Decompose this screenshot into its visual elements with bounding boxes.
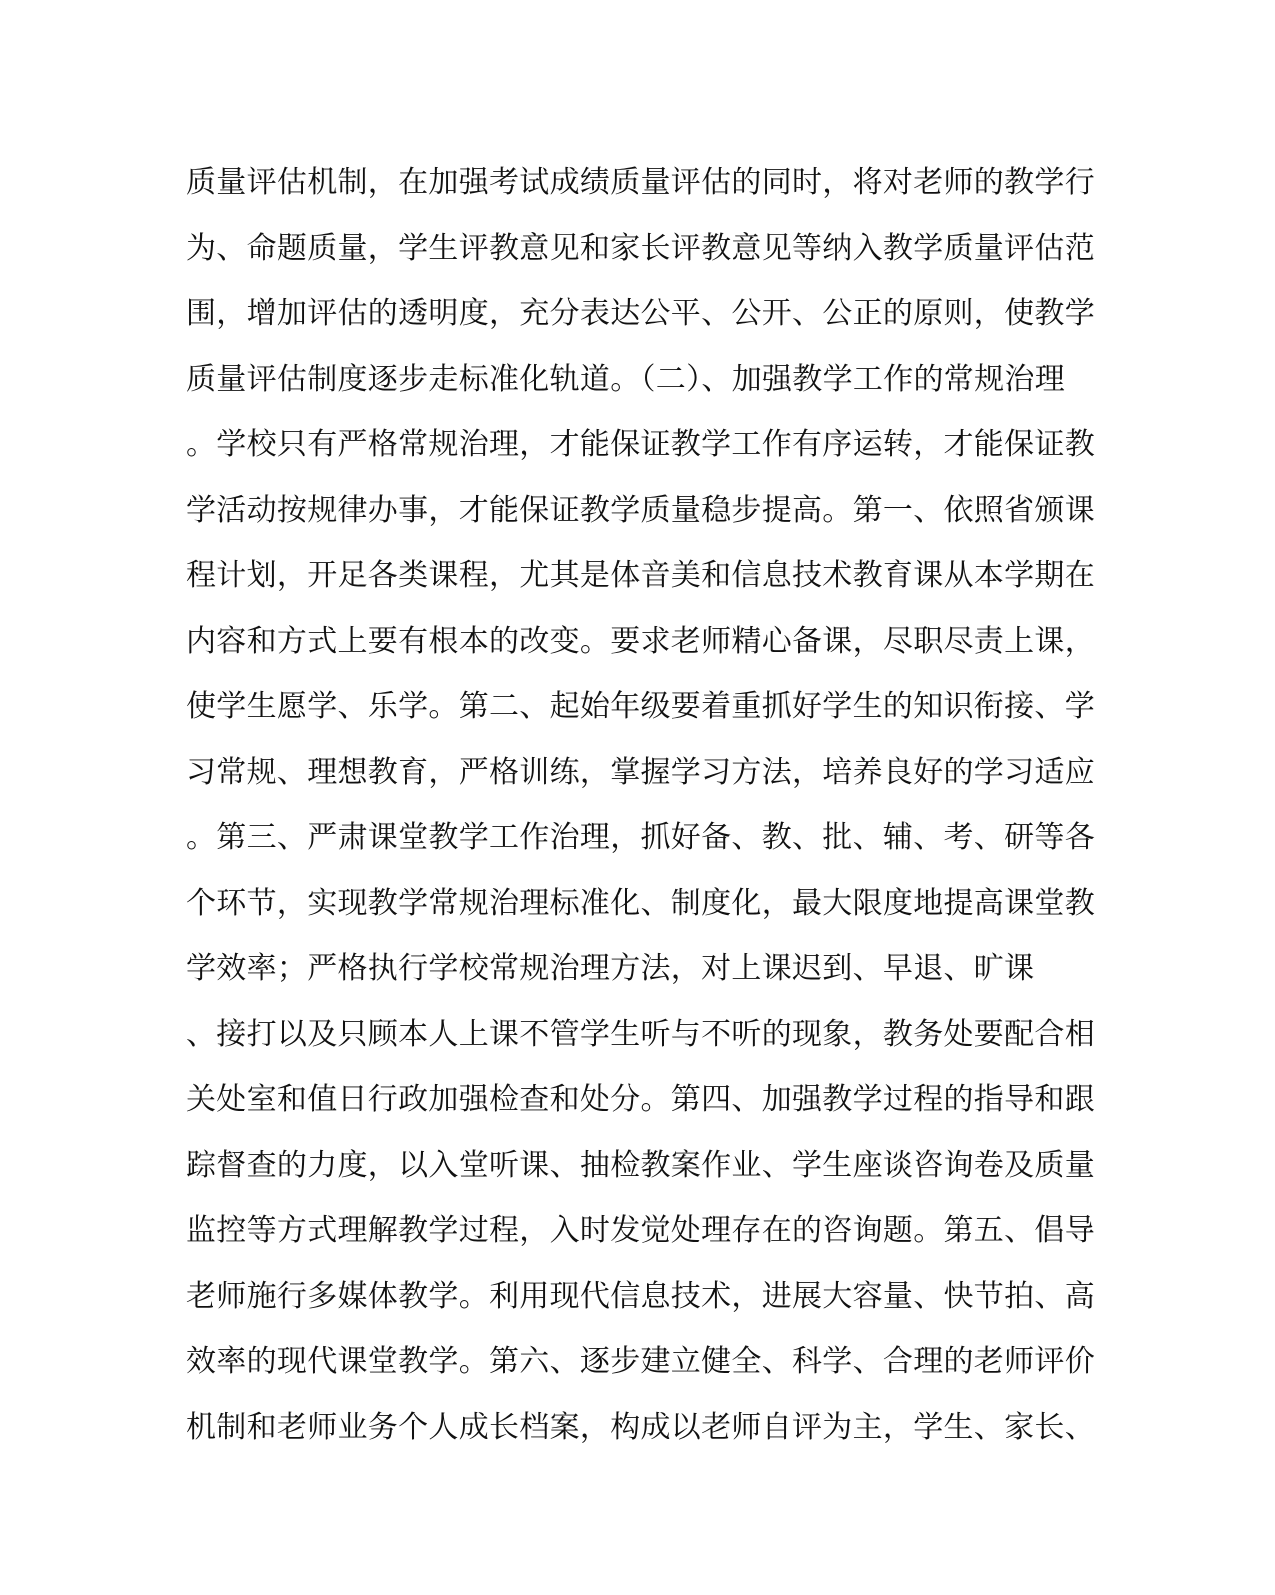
text-line: 学效率；严格执行学校常规治理方法，对上课迟到、早退、旷课 xyxy=(186,951,1035,986)
text-line: 质量评估制度逐步走标准化轨道。（二）、加强教学工作的常规治理 xyxy=(186,361,1065,397)
text-line: 监控等方式理解教学过程，入时发觉处理存在的咨询题。第五、倡导 xyxy=(186,1213,1095,1248)
text-line: 使学生愿学、乐学。第二、起始年级要着重抓好学生的知识衔接、学 xyxy=(186,689,1095,724)
text-line: 关处室和值日行政加强检查和处分。第四、加强教学过程的指导和跟 xyxy=(186,1082,1095,1117)
text-line: 围，增加评估的透明度，充分表达公平、公开、公正的原则，使教学 xyxy=(186,296,1095,331)
text-line: 个环节，实现教学常规治理标准化、制度化，最大限度地提高课堂教 xyxy=(186,885,1095,921)
text-line: 习常规、理想教育，严格训练，掌握学习方法，培养良好的学习适应 xyxy=(186,754,1095,790)
text-line: 效率的现代课堂教学。第六、逐步建立健全、科学、合理的老师评价 xyxy=(186,1344,1095,1379)
text-line: 质量评估机制，在加强考试成绩质量评估的同时，将对老师的教学行 xyxy=(186,165,1095,200)
text-line: 机制和老师业务个人成长档案，构成以老师自评为主，学生、家长、 xyxy=(186,1409,1095,1445)
text-line: 为、命题质量，学生评教意见和家长评教意见等纳入教学质量评估范 xyxy=(186,230,1095,266)
text-line: 、接打以及只顾本人上课不管学生听与不听的现象，教务处要配合相 xyxy=(186,1016,1095,1052)
text-line: 程计划，开足各类课程，尤其是体音美和信息技术教育课从本学期在 xyxy=(186,558,1095,593)
text-line: 。学校只有严格常规治理，才能保证教学工作有序运转，才能保证教 xyxy=(186,427,1095,462)
text-line: 学活动按规律办事，才能保证教学质量稳步提高。第一、依照省颁课 xyxy=(186,492,1095,528)
body-text xyxy=(186,150,1095,1460)
text-line: 内容和方式上要有根本的改变。要求老师精心备课，尽职尽责上课， xyxy=(186,623,1095,659)
text-line: 。第三、严肃课堂教学工作治理，抓好备、教、批、辅、考、研等各 xyxy=(186,820,1095,855)
text-line: 踪督查的力度，以入堂听课、抽检教案作业、学生座谈咨询卷及质量 xyxy=(186,1147,1095,1183)
text-line: 老师施行多媒体教学。利用现代信息技术，进展大容量、快节拍、高 xyxy=(186,1278,1095,1314)
